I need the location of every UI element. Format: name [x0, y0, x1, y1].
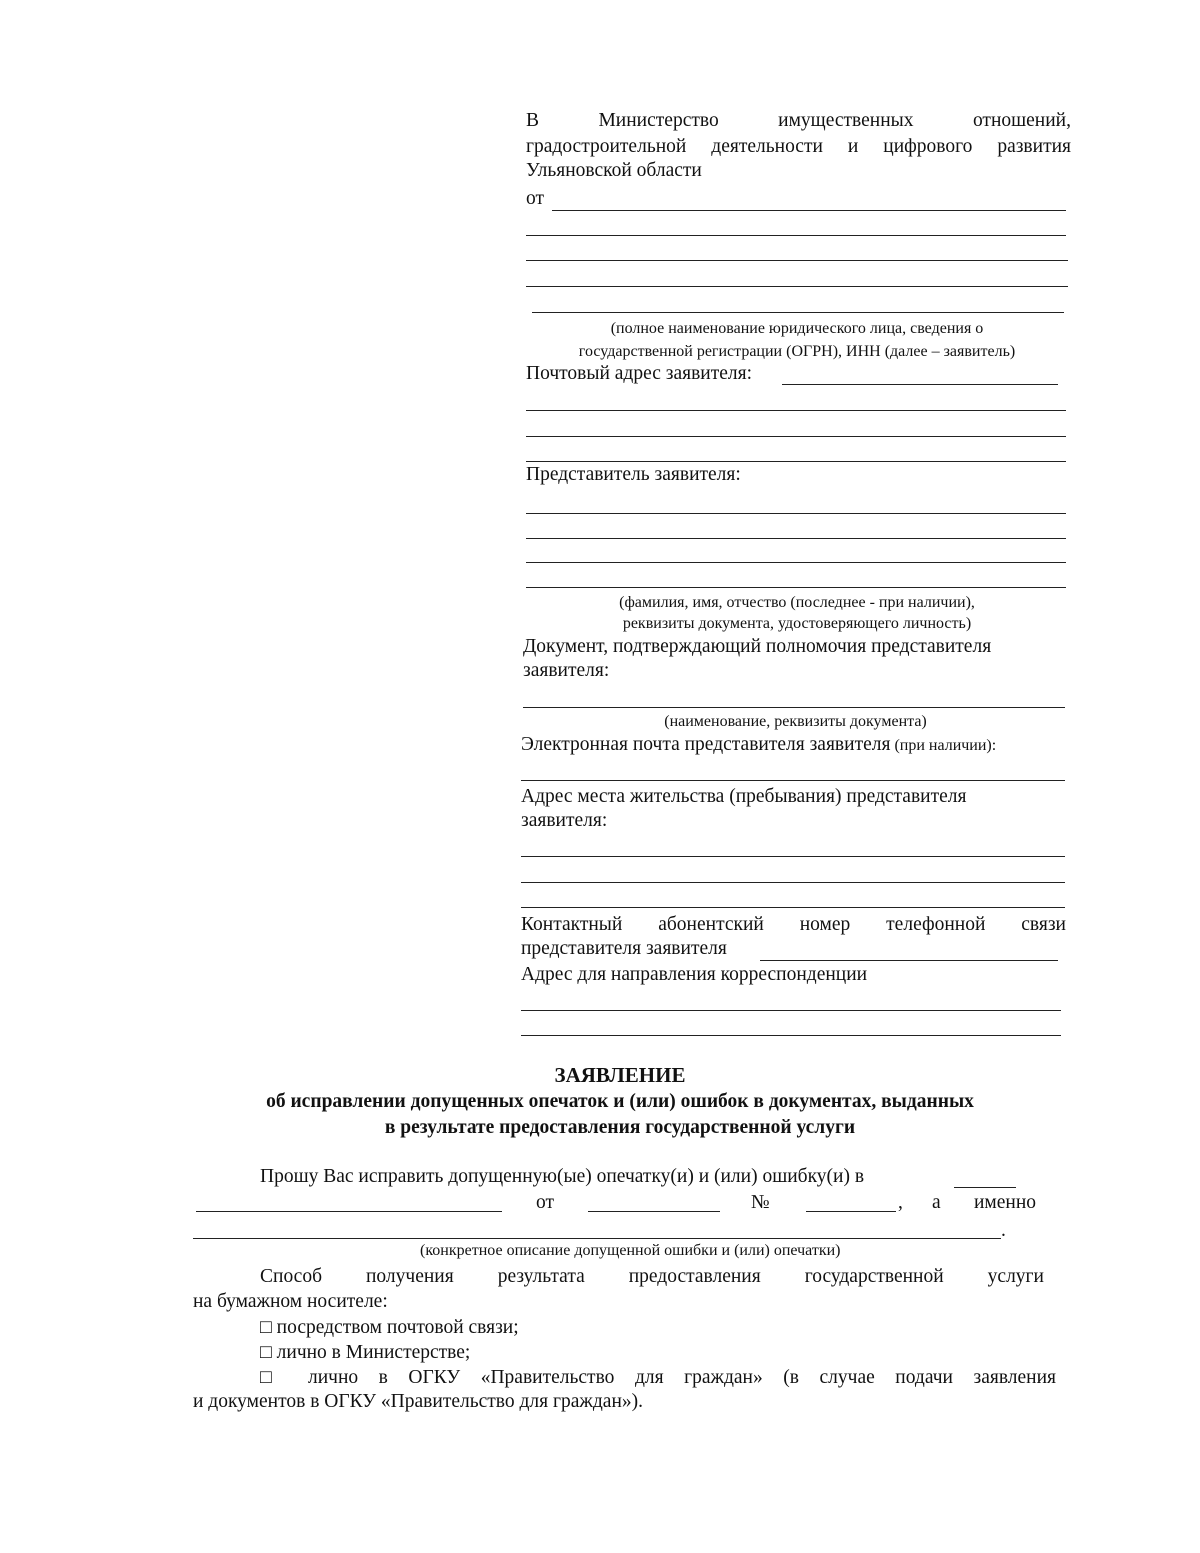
document-number-line[interactable]	[806, 1211, 896, 1212]
residence-line-b[interactable]	[521, 882, 1065, 883]
option-ministry[interactable]: □ лично в Министерстве;	[260, 1342, 471, 1363]
authority-doc-line[interactable]	[523, 707, 1065, 708]
postal-address-line-2[interactable]	[526, 410, 1066, 411]
method-line-1: Способ получения результата предоставления государственной услуги	[260, 1266, 1044, 1287]
representative-hint-line-2: реквизиты документа, удостоверяющего личность)	[622, 615, 972, 632]
applicant-hint-line-1: (полное наименование юридического лица, сведения о	[610, 320, 984, 337]
residence-line-2: заявителя:	[521, 810, 608, 831]
representative-line-3[interactable]	[526, 562, 1066, 563]
phone-number-line[interactable]	[760, 960, 1058, 961]
error-description-line[interactable]	[193, 1238, 1001, 1239]
email-line[interactable]	[521, 780, 1065, 781]
option-ogku-line-2: и документов в ОГКУ «Правительство для граждан»).	[193, 1391, 643, 1412]
from-word: от	[536, 1192, 555, 1213]
namely-word: именно	[974, 1192, 1037, 1213]
representative-line-1[interactable]	[526, 513, 1066, 514]
period: .	[1001, 1220, 1006, 1241]
phone-line-2: представителя заявителя	[521, 938, 727, 959]
residence-line-a[interactable]	[521, 856, 1065, 857]
from-label: от	[526, 188, 545, 209]
option-postal[interactable]: □ посредством почтовой связи;	[260, 1317, 519, 1338]
residence-line-1: Адрес места жительства (пребывания) представителя	[521, 786, 967, 807]
postal-address-line-3[interactable]	[526, 436, 1066, 437]
residence-line-c[interactable]	[521, 907, 1065, 908]
recipient-line-3: Ульяновской области	[526, 160, 702, 181]
document-type-line[interactable]	[954, 1187, 1016, 1188]
comma: ,	[898, 1192, 903, 1213]
a-word: а	[932, 1192, 941, 1213]
phone-line-1: Контактный абонентский номер телефонной связи	[521, 914, 1066, 935]
description-hint: (конкретное описание допущенной ошибки и (или) опечатки)	[420, 1242, 841, 1259]
applicant-line-1[interactable]	[552, 210, 1066, 211]
applicant-line-5[interactable]	[532, 312, 1064, 313]
authority-doc-hint: (наименование, реквизиты документа)	[664, 713, 927, 730]
representative-label: Представитель заявителя:	[526, 464, 741, 485]
document-date-line[interactable]	[588, 1211, 720, 1212]
correspondence-label: Адрес для направления корреспонденции	[521, 964, 868, 985]
number-sign: №	[751, 1192, 770, 1213]
correspondence-line-1[interactable]	[521, 1010, 1061, 1011]
email-label: Электронная почта представителя заявителя	[521, 734, 891, 755]
applicant-line-2[interactable]	[526, 235, 1066, 236]
request-line-1: Прошу Вас исправить допущенную(ые) опечатку(и) и (или) ошибку(и) в	[260, 1166, 865, 1187]
document-subtitle-line-2: в результате предоставления государственной услуги	[384, 1117, 856, 1138]
postal-address-line-1[interactable]	[782, 384, 1058, 385]
email-label-row	[521, 732, 996, 758]
document-title: ЗАЯВЛЕНИЕ	[554, 1063, 686, 1087]
representative-line-4[interactable]	[526, 587, 1066, 588]
option-ogku-line-1[interactable]: □ лично в ОГКУ «Правительство для граждан» (в случае подачи заявления	[260, 1367, 1056, 1388]
authority-doc-line-2: заявителя:	[523, 660, 610, 681]
document-subtitle-line-1: об исправлении допущенных опечаток и (или) ошибок в документах, выданных	[266, 1091, 974, 1112]
representative-line-2[interactable]	[526, 538, 1066, 539]
representative-hint-line-1: (фамилия, имя, отчество (последнее - при наличии),	[619, 594, 975, 611]
applicant-line-4[interactable]	[526, 286, 1068, 287]
document-name-line[interactable]	[196, 1211, 502, 1212]
recipient-line-2: градостроительной деятельности и цифрового развития	[526, 136, 1071, 157]
postal-address-label: Почтовый адрес заявителя:	[526, 363, 753, 384]
method-line-2: на бумажном носителе:	[193, 1291, 388, 1312]
applicant-line-3[interactable]	[526, 260, 1068, 261]
email-note: (при наличии):	[894, 737, 997, 754]
authority-doc-line-1: Документ, подтверждающий полномочия представителя	[523, 636, 992, 657]
recipient-line-1: В Министерство имущественных отношений,	[526, 110, 1071, 131]
applicant-hint-line-2: государственной регистрации (ОГРН), ИНН (далее – заявитель)	[578, 343, 1016, 360]
correspondence-line-2[interactable]	[521, 1035, 1061, 1036]
